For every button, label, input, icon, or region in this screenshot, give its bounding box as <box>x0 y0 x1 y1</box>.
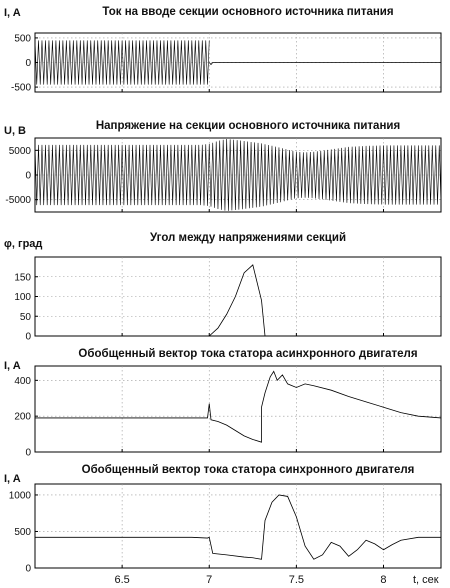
chart-title-5: Обобщенный вектор тока статора синхронного двигателя <box>81 464 415 476</box>
plot-frame-4 <box>35 366 441 452</box>
chart-title-1: Ток на вводе секции основного источника питания <box>102 6 394 18</box>
y-tick-label: 500 <box>14 33 31 45</box>
y-tick-label: 100 <box>14 292 31 303</box>
y-tick-label: 0 <box>25 563 31 575</box>
x-tick-label: 7 <box>206 574 213 586</box>
y-tick-label: 0 <box>25 58 31 69</box>
y-tick-label: 0 <box>25 170 31 182</box>
y-tick-label: 1000 <box>8 490 31 502</box>
chart-title-4: Обобщенный вектор тока статора асинхронного двигателя <box>78 348 418 360</box>
y-tick-label: 400 <box>14 375 31 387</box>
y-tick-label: 50 <box>19 311 31 323</box>
y-axis-label-5: I, A <box>4 473 21 485</box>
y-axis-label-1: I, A <box>4 7 21 19</box>
y-axis-label-3: φ, град <box>4 238 43 250</box>
y-tick-label: 500 <box>14 526 31 538</box>
x-tick-label: 7.5 <box>288 574 305 586</box>
y-tick-label: -500 <box>10 82 31 94</box>
y-axis-label-4: I, A <box>4 360 21 372</box>
y-tick-label: 0 <box>25 447 31 459</box>
y-tick-label: 200 <box>14 411 31 423</box>
chart-title-3: Угол между напряжениями секций <box>149 232 347 244</box>
x-tick-label: 6.5 <box>114 574 130 586</box>
y-tick-label: -5000 <box>5 195 31 207</box>
y-tick-label: 150 <box>14 272 31 284</box>
y-tick-label: 0 <box>25 331 31 343</box>
x-axis-label: t, сек <box>413 574 439 586</box>
y-tick-label: 5000 <box>8 145 31 157</box>
plot-frame-5 <box>35 484 441 568</box>
chart-title-2: Напряжение на секции основного источника питания <box>95 120 401 132</box>
x-tick-label: 8 <box>380 574 387 586</box>
y-axis-label-2: U, B <box>4 125 26 137</box>
